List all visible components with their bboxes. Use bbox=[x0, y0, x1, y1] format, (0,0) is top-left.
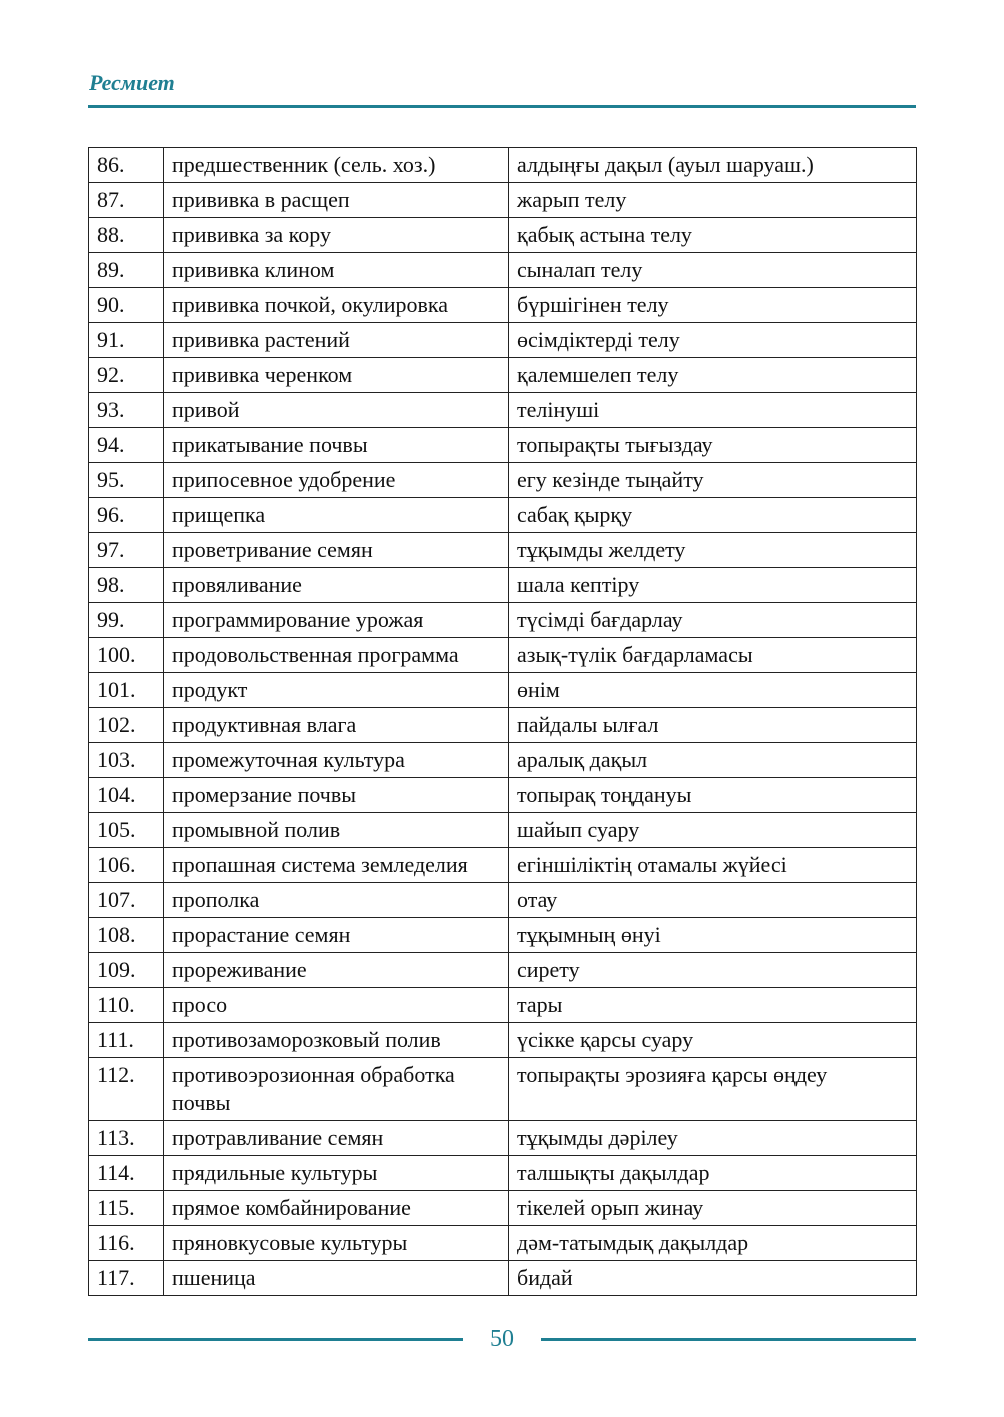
kazakh-term: пайдалы ылғал bbox=[509, 708, 917, 743]
row-number: 91. bbox=[89, 323, 164, 358]
table-row bbox=[89, 848, 917, 883]
russian-term: прививка за кору bbox=[164, 218, 509, 253]
row-number: 94. bbox=[89, 428, 164, 463]
row-number: 90. bbox=[89, 288, 164, 323]
kazakh-term: өнім bbox=[509, 673, 917, 708]
russian-term: прививка почкой, окулировка bbox=[164, 288, 509, 323]
table-row bbox=[89, 708, 917, 743]
footer-divider-left bbox=[88, 1338, 463, 1341]
russian-term: прополка bbox=[164, 883, 509, 918]
table-row bbox=[89, 953, 917, 988]
russian-term: промежуточная культура bbox=[164, 743, 509, 778]
row-number: 106. bbox=[89, 848, 164, 883]
table-row bbox=[89, 253, 917, 288]
kazakh-term: қабық астына телу bbox=[509, 218, 917, 253]
table-row bbox=[89, 148, 917, 183]
row-number: 107. bbox=[89, 883, 164, 918]
kazakh-term: сирету bbox=[509, 953, 917, 988]
row-number: 102. bbox=[89, 708, 164, 743]
russian-term: пропашная система земледелия bbox=[164, 848, 509, 883]
russian-term: промерзание почвы bbox=[164, 778, 509, 813]
kazakh-term: тұқымның өнуі bbox=[509, 918, 917, 953]
table-row bbox=[89, 1191, 917, 1226]
russian-term: промывной полив bbox=[164, 813, 509, 848]
row-number: 109. bbox=[89, 953, 164, 988]
row-number: 104. bbox=[89, 778, 164, 813]
row-number: 103. bbox=[89, 743, 164, 778]
section-title: Ресмиет bbox=[89, 70, 175, 95]
kazakh-term: тікелей орып жинау bbox=[509, 1191, 917, 1226]
table-row bbox=[89, 603, 917, 638]
row-number: 117. bbox=[89, 1261, 164, 1296]
kazakh-term: алдыңғы дақыл (ауыл шаруаш.) bbox=[509, 148, 917, 183]
row-number: 100. bbox=[89, 638, 164, 673]
kazakh-term: жарып телу bbox=[509, 183, 917, 218]
russian-term: противоэрозионная обработка почвы bbox=[164, 1058, 509, 1121]
kazakh-term: телінуші bbox=[509, 393, 917, 428]
kazakh-term: егу кезінде тыңайту bbox=[509, 463, 917, 498]
row-number: 97. bbox=[89, 533, 164, 568]
table-row bbox=[89, 1261, 917, 1296]
row-number: 101. bbox=[89, 673, 164, 708]
russian-term: прядильные культуры bbox=[164, 1156, 509, 1191]
table-row bbox=[89, 743, 917, 778]
kazakh-term: бүршігінен телу bbox=[509, 288, 917, 323]
table-row bbox=[89, 533, 917, 568]
kazakh-term: тұқымды желдету bbox=[509, 533, 917, 568]
russian-term: прививка растений bbox=[164, 323, 509, 358]
russian-term: прикатывание почвы bbox=[164, 428, 509, 463]
kazakh-term: азық-түлік бағдарламасы bbox=[509, 638, 917, 673]
kazakh-term: дәм-татымдық дақылдар bbox=[509, 1226, 917, 1261]
table-row bbox=[89, 463, 917, 498]
table-row bbox=[89, 778, 917, 813]
russian-term: продовольственная программа bbox=[164, 638, 509, 673]
page-number: 50 bbox=[490, 1326, 514, 1352]
russian-term: проветривание семян bbox=[164, 533, 509, 568]
row-number: 87. bbox=[89, 183, 164, 218]
table-row bbox=[89, 288, 917, 323]
table-row bbox=[89, 1226, 917, 1261]
kazakh-term: аралық дақыл bbox=[509, 743, 917, 778]
russian-term: программирование урожая bbox=[164, 603, 509, 638]
kazakh-term: егіншіліктің отамалы жүйесі bbox=[509, 848, 917, 883]
russian-term: привой bbox=[164, 393, 509, 428]
table-row bbox=[89, 673, 917, 708]
russian-term: провяливание bbox=[164, 568, 509, 603]
table-row bbox=[89, 183, 917, 218]
table-row bbox=[89, 358, 917, 393]
russian-term: прививка черенком bbox=[164, 358, 509, 393]
table-row bbox=[89, 323, 917, 358]
footer-divider-right bbox=[541, 1338, 916, 1341]
kazakh-term: сабақ қырқу bbox=[509, 498, 917, 533]
header-divider bbox=[88, 105, 916, 108]
russian-term: продукт bbox=[164, 673, 509, 708]
row-number: 96. bbox=[89, 498, 164, 533]
row-number: 111. bbox=[89, 1023, 164, 1058]
row-number: 105. bbox=[89, 813, 164, 848]
row-number: 110. bbox=[89, 988, 164, 1023]
kazakh-term: түсімді бағдарлау bbox=[509, 603, 917, 638]
table-row bbox=[89, 813, 917, 848]
kazakh-term: тары bbox=[509, 988, 917, 1023]
kazakh-term: бидай bbox=[509, 1261, 917, 1296]
row-number: 95. bbox=[89, 463, 164, 498]
table-row bbox=[89, 428, 917, 463]
kazakh-term: қалемшелеп телу bbox=[509, 358, 917, 393]
row-number: 93. bbox=[89, 393, 164, 428]
russian-term: прививка в расщеп bbox=[164, 183, 509, 218]
table-row bbox=[89, 218, 917, 253]
russian-term: прививка клином bbox=[164, 253, 509, 288]
kazakh-term: өсімдіктерді телу bbox=[509, 323, 917, 358]
kazakh-term: талшықты дақылдар bbox=[509, 1156, 917, 1191]
table-row bbox=[89, 568, 917, 603]
russian-term: припосевное удобрение bbox=[164, 463, 509, 498]
table-row bbox=[89, 883, 917, 918]
table-row bbox=[89, 918, 917, 953]
glossary-table-body bbox=[89, 148, 917, 1296]
kazakh-term: сыналап телу bbox=[509, 253, 917, 288]
table-row bbox=[89, 393, 917, 428]
russian-term: протравливание семян bbox=[164, 1121, 509, 1156]
row-number: 99. bbox=[89, 603, 164, 638]
russian-term: прореживание bbox=[164, 953, 509, 988]
row-number: 112. bbox=[89, 1058, 164, 1121]
kazakh-term: отау bbox=[509, 883, 917, 918]
russian-term: прищепка bbox=[164, 498, 509, 533]
kazakh-term: тұқымды дәрілеу bbox=[509, 1121, 917, 1156]
kazakh-term: шала кептіру bbox=[509, 568, 917, 603]
russian-term: пшеница bbox=[164, 1261, 509, 1296]
russian-term: пряновкусовые культуры bbox=[164, 1226, 509, 1261]
row-number: 115. bbox=[89, 1191, 164, 1226]
table-row bbox=[89, 638, 917, 673]
kazakh-term: үсікке қарсы суару bbox=[509, 1023, 917, 1058]
table-row bbox=[89, 1058, 917, 1121]
russian-term: прорастание семян bbox=[164, 918, 509, 953]
russian-term: прямое комбайнирование bbox=[164, 1191, 509, 1226]
kazakh-term: топырақты эрозияға қарсы өңдеу bbox=[509, 1058, 917, 1121]
kazakh-term: топырақты тығыздау bbox=[509, 428, 917, 463]
table-row bbox=[89, 1121, 917, 1156]
russian-term: противозаморозковый полив bbox=[164, 1023, 509, 1058]
row-number: 116. bbox=[89, 1226, 164, 1261]
row-number: 88. bbox=[89, 218, 164, 253]
glossary-table bbox=[88, 147, 917, 1296]
table-row bbox=[89, 1156, 917, 1191]
row-number: 98. bbox=[89, 568, 164, 603]
row-number: 89. bbox=[89, 253, 164, 288]
russian-term: продуктивная влага bbox=[164, 708, 509, 743]
row-number: 114. bbox=[89, 1156, 164, 1191]
table-row bbox=[89, 1023, 917, 1058]
kazakh-term: топырақ тоңдануы bbox=[509, 778, 917, 813]
kazakh-term: шайып суару bbox=[509, 813, 917, 848]
table-row bbox=[89, 498, 917, 533]
row-number: 113. bbox=[89, 1121, 164, 1156]
row-number: 92. bbox=[89, 358, 164, 393]
row-number: 108. bbox=[89, 918, 164, 953]
russian-term: предшественник (сель. хоз.) bbox=[164, 148, 509, 183]
russian-term: просо bbox=[164, 988, 509, 1023]
table-row bbox=[89, 988, 917, 1023]
row-number: 86. bbox=[89, 148, 164, 183]
